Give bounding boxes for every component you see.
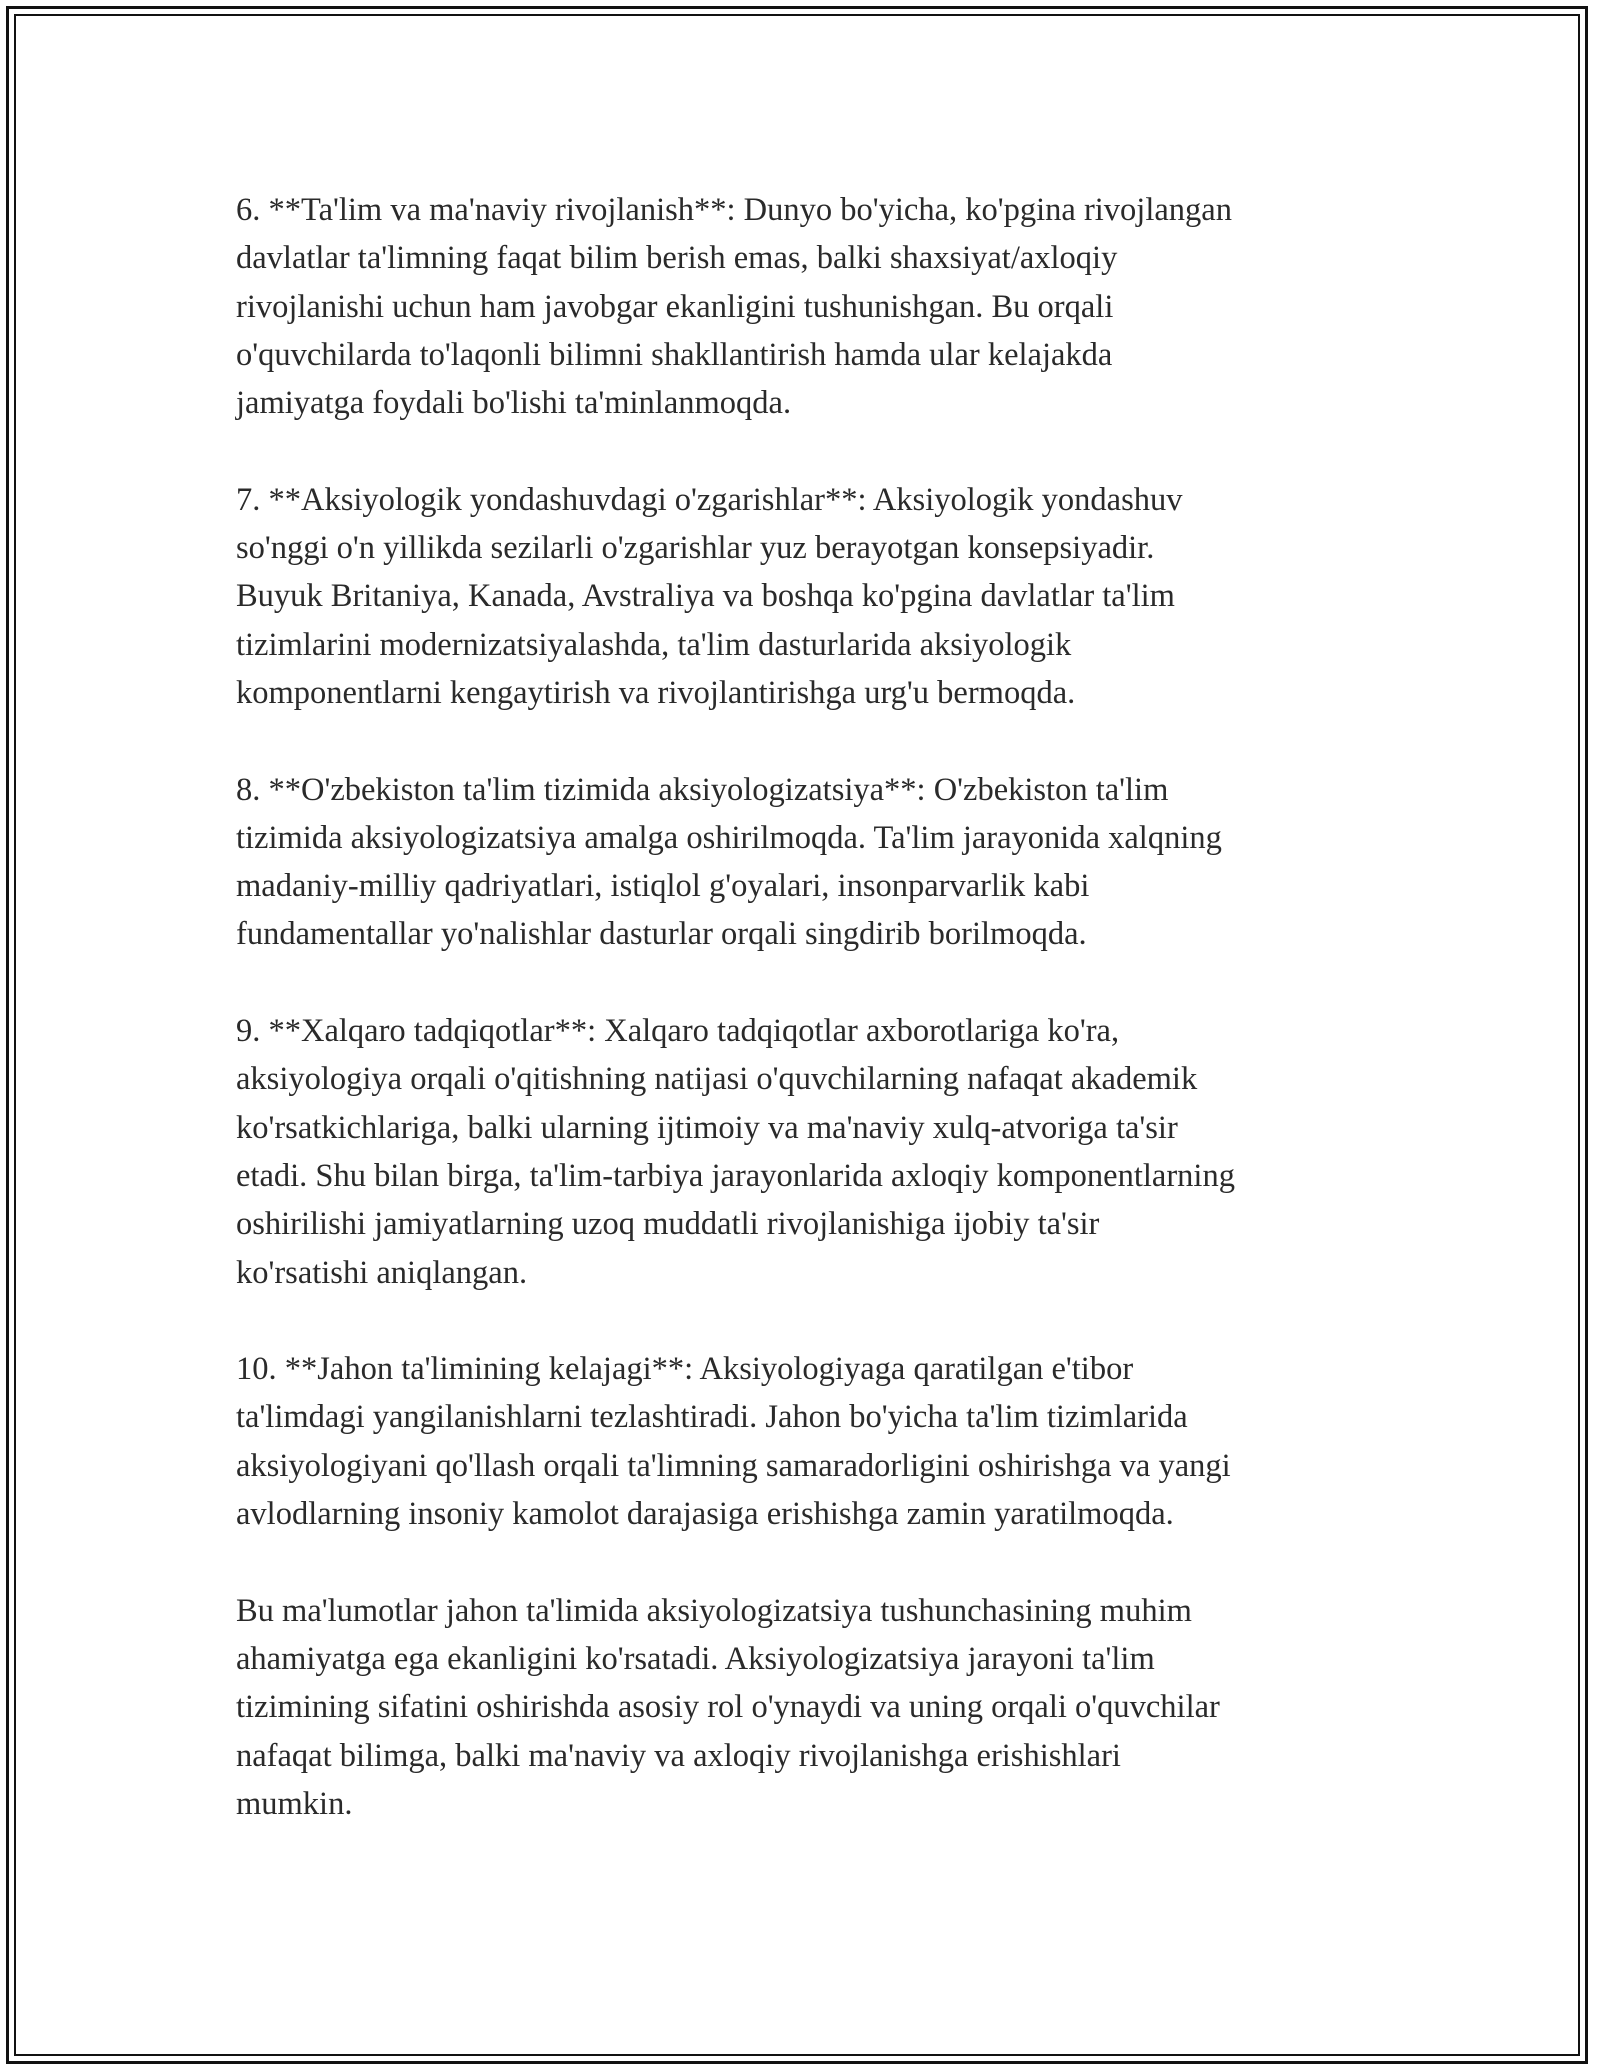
paragraph-8-uzbekistan-axiologization: 8. **O'zbekiston ta'lim tizimida aksiyologizatsiya**: O'zbekiston ta'lim tizimida aksiyologizatsiya amalga oshirilmoqda. Ta'lim jarayonida xalqning madaniy-milliy qadriyatlari, istiqlol g'oyalari, insonparvarlik kabi fundamentallar yo'nalishlar dasturlar orqali singdirib borilmoqda.	[236, 771, 1222, 953]
paragraph-conclusion: Bu ma'lumotlar jahon ta'limida aksiyologizatsiya tushunchasining muhim ahamiyatga ega ekanligini ko'rsatadi. Aksiyologizatsiya jarayoni ta'lim tizimining sifatini oshirishda asosiy rol o'ynaydi va uning orqali o'quvchilar nafaqat bilimga, balki ma'naviy va axloqiy rivojlanishga erishishlari mumkin.	[236, 1592, 1220, 1822]
paragraph-9-international-research: 9. **Xalqaro tadqiqotlar**: Xalqaro tadqiqotlar axborotlariga ko'ra, aksiyologiya orqali o'qitishning natijasi o'quvchilarning nafaqat akademik ko'rsatkichlariga, balki ularning ijtimoiy va ma'naviy xulq-atvoriga ta'sir etadi. Shu bilan birga, ta'lim-tarbiya jarayonlarida axloqiy komponentlarning oshirilishi jamiyatlarning uzoq muddatli rivojlanishiga ijobiy ta'sir ko'rsatishi aniqlangan.	[236, 1013, 1235, 1291]
paragraph-10-future-of-world-education: 10. **Jahon ta'limining kelajagi**: Aksiyologiyaga qaratilgan e'tibor ta'limdagi yangilanishlarni tezlashtiradi. Jahon bo'yicha ta'lim tizimlarida aksiyologiyani qo'llash orqali ta'limning samaradorligini oshirishga va yangi avlodlarning insoniy kamolot darajasiga erishishga zamin yaratilmoqda.	[236, 1351, 1231, 1533]
document-body	[236, 186, 1376, 1876]
paragraph-7-axiological-approach-changes: 7. **Aksiyologik yondashuvdagi o'zgarishlar**: Aksiyologik yondashuv so'nggi o'n yillikda sezilarli o'zgarishlar yuz berayotgan konsepsiyadir. Buyuk Britaniya, Kanada, Avstraliya va boshqa ko'pgina davlatlar ta'lim tizimlarini modernizatsiyalashda, ta'lim dasturlarida aksiyologik komponentlarni kengaytirish va rivojlantirishga urg'u bermoqda.	[236, 481, 1183, 711]
paragraph-6-education-and-spiritual-development: 6. **Ta'lim va ma'naviy rivojlanish**: Dunyo bo'yicha, ko'pgina rivojlangan davlatlar ta'limning faqat bilim berish emas, balki shaxsiyat/axloqiy rivojlanishi uchun ham javobgar ekanligini tushunishgan. Bu orqali o'quvchilarda to'laqonli bilimni shakllantirish hamda ular kelajakda jamiyatga foydali bo'lishi ta'minlanmoqda.	[236, 192, 1232, 422]
